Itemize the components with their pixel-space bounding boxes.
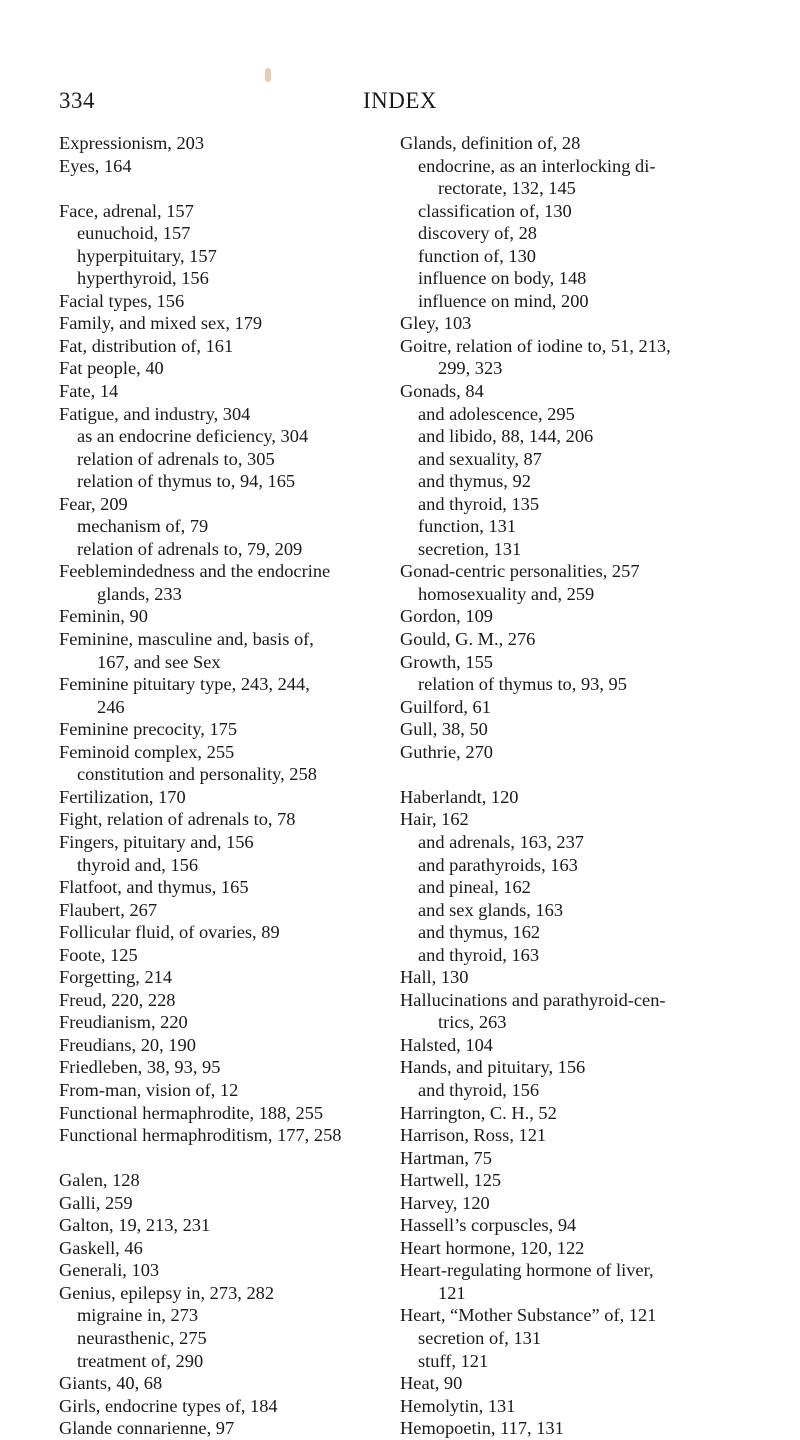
- index-entry: Feeblemindedness and the endocrine: [59, 561, 331, 582]
- index-entry: Hallucinations and parathyroid-cen-: [400, 989, 666, 1010]
- index-entry: Fat, distribution of, 161: [59, 335, 234, 356]
- index-entry: Fight, relation of adrenals to, 78: [59, 809, 296, 830]
- index-entry: Fertilization, 170: [59, 786, 186, 807]
- index-subentry: secretion, 131: [418, 538, 522, 559]
- index-entry: Gaskell, 46: [59, 1237, 143, 1258]
- index-entry: Gould, G. M., 276: [400, 629, 536, 650]
- index-entry: Hartwell, 125: [400, 1170, 502, 1191]
- index-entry: Facial types, 156: [59, 290, 185, 311]
- index-entry: Face, adrenal, 157: [59, 200, 194, 221]
- index-entry: Flaubert, 267: [59, 899, 158, 920]
- section-gap: [400, 763, 750, 786]
- index-subentry: function, 131: [418, 516, 517, 537]
- index-subentry: migraine in, 273: [77, 1305, 199, 1326]
- index-subentry: endocrine, as an interlocking di-: [418, 155, 656, 176]
- index-entry: Fat people, 40: [59, 358, 164, 379]
- index-entry: Expressionism, 203: [59, 133, 205, 153]
- index-subentry: thyroid and, 156: [77, 854, 199, 875]
- index-entry: Flatfoot, and thymus, 165: [59, 877, 249, 898]
- index-subentry: hyperpituitary, 157: [77, 245, 217, 266]
- index-subentry: 167, and see Sex: [97, 651, 221, 672]
- index-entry: Harrington, C. H., 52: [400, 1102, 557, 1123]
- paper-stain-mark: [265, 68, 271, 82]
- index-entry: Halsted, 104: [400, 1034, 493, 1055]
- index-subentry: homosexuality and, 259: [418, 583, 595, 604]
- index-subentry: 246: [97, 696, 125, 717]
- index-entry: Fear, 209: [59, 493, 128, 514]
- index-subentry: relation of thymus to, 93, 95: [418, 674, 627, 695]
- index-subentry: and libido, 88, 144, 206: [418, 426, 594, 447]
- index-entry: Giants, 40, 68: [59, 1373, 163, 1394]
- index-subentry: influence on mind, 200: [418, 290, 589, 311]
- index-subentry: discovery of, 28: [418, 223, 538, 244]
- index-entry: Hands, and pituitary, 156: [400, 1057, 586, 1078]
- index-entry: Fatigue, and industry, 304: [59, 403, 251, 424]
- index-entry: Freud, 220, 228: [59, 989, 176, 1010]
- index-entry: Galli, 259: [59, 1192, 133, 1213]
- index-entry: Hartman, 75: [400, 1147, 492, 1168]
- index-entry: Gonad-centric personalities, 257: [400, 561, 640, 582]
- index-entry: Galen, 128: [59, 1170, 140, 1191]
- section-gap: [59, 177, 379, 200]
- index-subentry: relation of adrenals to, 305: [77, 448, 275, 469]
- running-title: INDEX: [362, 88, 438, 113]
- index-entry: Genius, epilepsy in, 273, 282: [59, 1282, 275, 1303]
- index-subentry: as an endocrine deficiency, 304: [77, 426, 309, 447]
- index-entry: Feminine precocity, 175: [59, 719, 238, 740]
- index-subentry: classification of, 130: [418, 200, 572, 221]
- index-subentry: neurasthenic, 275: [77, 1327, 207, 1348]
- index-subentry: secretion of, 131: [418, 1327, 542, 1348]
- index-entry: Gull, 38, 50: [400, 719, 488, 740]
- index-subentry: relation of adrenals to, 79, 209: [77, 538, 303, 559]
- index-entry: Hall, 130: [400, 967, 469, 988]
- index-entry: Heart, “Mother Substance” of, 121: [400, 1305, 657, 1326]
- index-entry: Growth, 155: [400, 651, 493, 672]
- index-subentry: stuff, 121: [418, 1350, 489, 1371]
- index-entry: Feminoid complex, 255: [59, 741, 235, 762]
- index-entry: Goitre, relation of iodine to, 51, 213,: [400, 335, 671, 356]
- index-entry: Heart hormone, 120, 122: [400, 1237, 585, 1258]
- index-column-right: [400, 132, 750, 1440]
- index-subentry: relation of thymus to, 94, 165: [77, 471, 296, 492]
- index-subentry: and thyroid, 135: [418, 493, 540, 514]
- index-entry: Harrison, Ross, 121: [400, 1125, 547, 1146]
- index-entry: Haberlandt, 120: [400, 786, 519, 807]
- index-entry: Eyes, 164: [59, 155, 132, 176]
- index-entry: Heart-regulating hormone of liver,: [400, 1260, 654, 1281]
- index-subentry: and parathyroids, 163: [418, 854, 578, 875]
- index-column-left: [59, 132, 379, 1440]
- index-subentry: and adrenals, 163, 237: [418, 831, 584, 852]
- index-entry: Harvey, 120: [400, 1192, 490, 1213]
- index-subentry: rectorate, 132, 145: [438, 178, 576, 199]
- section-gap: [59, 1147, 379, 1170]
- index-subentry: eunuchoid, 157: [77, 223, 191, 244]
- index-subentry: and adolescence, 295: [418, 403, 575, 424]
- index-subentry: and thymus, 162: [418, 922, 541, 943]
- page-number: 334: [59, 88, 95, 113]
- index-entry: Glands, definition of, 28: [400, 133, 581, 153]
- index-subentry: and thymus, 92: [418, 471, 531, 492]
- index-subentry: mechanism of, 79: [77, 516, 209, 537]
- index-subentry: and sex glands, 163: [418, 899, 564, 920]
- index-entry: Glande connarienne, 97: [59, 1418, 235, 1439]
- index-entry: Gordon, 109: [400, 606, 493, 627]
- index-subentry: and thyroid, 163: [418, 944, 540, 965]
- index-entry: Galton, 19, 213, 231: [59, 1215, 211, 1236]
- index-entry: Gley, 103: [400, 313, 472, 334]
- index-entry: Fate, 14: [59, 381, 119, 402]
- index-entry: Fingers, pituitary and, 156: [59, 831, 254, 852]
- page-header: [0, 84, 800, 118]
- index-entry: From-man, vision of, 12: [59, 1079, 239, 1100]
- index-subentry: and pineal, 162: [418, 877, 531, 898]
- index-entry: Guilford, 61: [400, 696, 491, 717]
- index-entry: Feminine, masculine and, basis of,: [59, 629, 314, 650]
- index-entry: Guthrie, 270: [400, 741, 493, 762]
- index-entry: Friedleben, 38, 93, 95: [59, 1057, 221, 1078]
- index-entry: Girls, endocrine types of, 184: [59, 1395, 278, 1416]
- index-entry: Forgetting, 214: [59, 967, 173, 988]
- index-entry: Hemopoetin, 117, 131: [400, 1418, 564, 1439]
- index-subentry: 121: [438, 1282, 466, 1303]
- index-entry: Family, and mixed sex, 179: [59, 313, 263, 334]
- index-entry: Foote, 125: [59, 944, 138, 965]
- index-subentry: and sexuality, 87: [418, 448, 542, 469]
- index-entry: Generali, 103: [59, 1260, 160, 1281]
- index-subentry: 299, 323: [438, 358, 503, 379]
- index-subentry: and thyroid, 156: [418, 1079, 540, 1100]
- index-entry: Hassell’s corpuscles, 94: [400, 1215, 577, 1236]
- index-entry: Functional hermaphroditism, 177, 258: [59, 1125, 342, 1146]
- index-entry: Hair, 162: [400, 809, 469, 830]
- index-entry: Hemolytin, 131: [400, 1395, 516, 1416]
- index-subentry: influence on body, 148: [418, 268, 587, 289]
- index-entry: Functional hermaphrodite, 188, 255: [59, 1102, 324, 1123]
- index-entry: Gonads, 84: [400, 381, 484, 402]
- index-subentry: trics, 263: [438, 1012, 507, 1033]
- index-subentry: hyperthyroid, 156: [77, 268, 209, 289]
- index-entry: Freudianism, 220: [59, 1012, 188, 1033]
- index-entry: Feminine pituitary type, 243, 244,: [59, 674, 310, 695]
- index-entry: Feminin, 90: [59, 606, 148, 627]
- index-entry: Heat, 90: [400, 1373, 463, 1394]
- index-subentry: treatment of, 290: [77, 1350, 204, 1371]
- index-subentry: function of, 130: [418, 245, 536, 266]
- index-entry: Freudians, 20, 190: [59, 1034, 196, 1055]
- index-entry: Follicular fluid, of ovaries, 89: [59, 922, 280, 943]
- index-subentry: constitution and personality, 258: [77, 764, 317, 785]
- index-subentry: glands, 233: [97, 583, 182, 604]
